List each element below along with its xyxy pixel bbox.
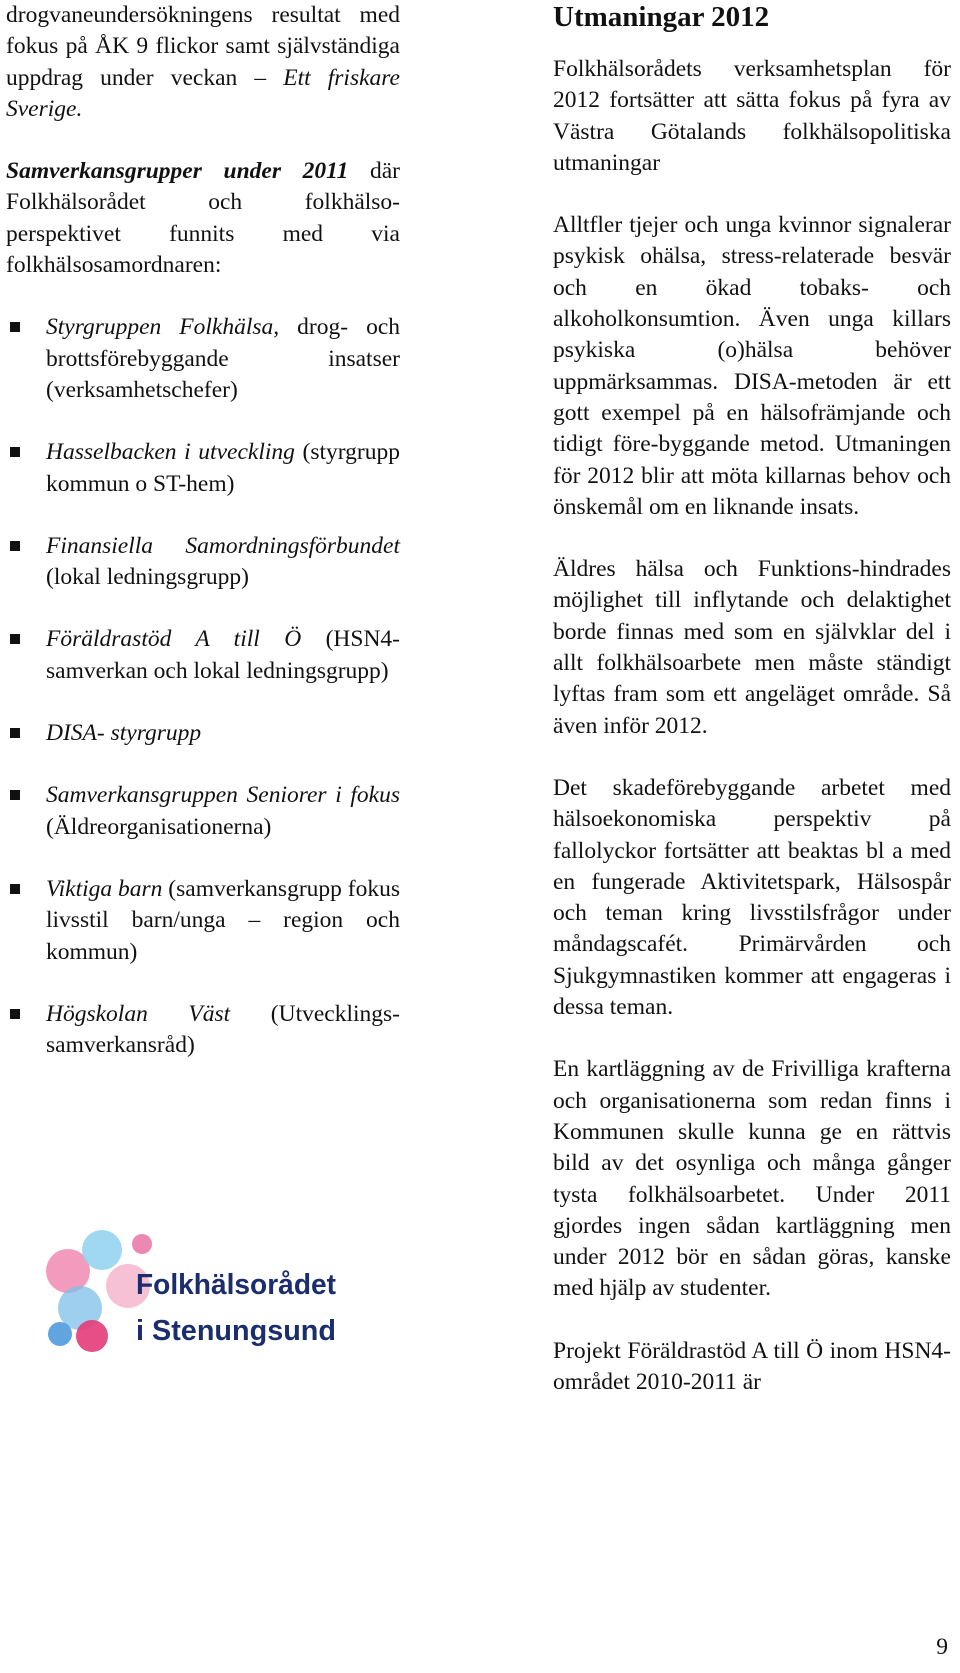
item-name: Högskolan Väst bbox=[46, 1000, 231, 1027]
item-desc: (samverkansgrupp fokus livsstil barn/unga – region och kommun) bbox=[46, 875, 401, 965]
list-item bbox=[6, 531, 400, 594]
item-name: Föräldrastöd A till Ö bbox=[46, 626, 302, 653]
list-item bbox=[6, 780, 400, 843]
item-name: Samverkansgruppen Seniorer i fokus bbox=[46, 782, 400, 809]
item-name: Styrgruppen Folkhälsa, bbox=[46, 314, 280, 341]
list-item bbox=[6, 312, 400, 406]
bullet-icon bbox=[10, 322, 20, 332]
groups-list bbox=[6, 312, 400, 1061]
list-item bbox=[6, 874, 400, 968]
item-desc: (Äldreorganisationerna) bbox=[46, 813, 272, 840]
list-item bbox=[6, 718, 400, 749]
item-desc: drog- och brottsförebyggande insatser (verksamhetschefer) bbox=[46, 314, 400, 403]
list-item bbox=[6, 999, 400, 1062]
right-column bbox=[553, 0, 951, 1398]
item-desc: (styrgrupp kommun o ST-hem) bbox=[46, 439, 400, 497]
intro-paragraph bbox=[6, 0, 400, 125]
item-desc: (lokal ledningsgrupp) bbox=[46, 564, 249, 591]
bullet-icon bbox=[10, 447, 20, 457]
bullet-icon bbox=[10, 790, 20, 800]
groups-text: där Folkhälsorådet och folkhälso-perspektivet funnits med via folkhälsosamordnaren: bbox=[6, 158, 401, 279]
list-item bbox=[6, 437, 400, 500]
item-desc: (HSN4-samverkan och lokal ledningsgrupp) bbox=[46, 626, 400, 684]
bullet-icon bbox=[10, 634, 20, 644]
left-column bbox=[6, 0, 400, 1092]
paragraph-injury-prevention: Det skadeförebyggande arbetet med hälsoekonomiska perspektiv på fallolyckor fortsätter att beaktas bl a med en fungerade Aktivitetspark, Hälsospår och teman kring livsstilsfrågor under måndagscafét. Primärvården och Sjukgymnastiken kommer att engageras i dessa teman. bbox=[553, 774, 951, 1021]
bullet-icon bbox=[10, 728, 20, 738]
list-item bbox=[6, 624, 400, 687]
item-desc: (Utvecklings- samverkansråd) bbox=[46, 1000, 401, 1059]
paragraph-youth: Alltfler tjejer och unga kvinnor signalerar psykisk ohälsa, stress-relaterade besvär och en ökad tobaks- och alkoholkonsumtion. Även unga killars psykiska (o)hälsa behöver uppmärksammas. DISA-metoden är ett gott exempel på en hälsofrämjande och tidigt före-byggande metod. Utmaningen för 2012 blir att möta killarnas behov och önskemål om en liknande insats. bbox=[553, 212, 951, 520]
paragraph-volunteers: En kartläggning av de Frivilliga krafterna och organisationerna som redan finns i Kommunen skulle kunna ge en rättvis bild av det osynliga och många gånger tysta folkhälsoarbetet. Under 2011 gjordes ingen sådan kartläggning men under 2012 bör en sådan göras, kanske med hjälp av studenter. bbox=[553, 1056, 951, 1302]
intro-italic: Ett friskare Sverige. bbox=[6, 64, 400, 122]
item-name: DISA- styrgrupp bbox=[46, 720, 202, 747]
bullet-icon bbox=[10, 884, 20, 894]
item-name: Viktiga barn bbox=[46, 875, 163, 902]
paragraph-intro: Folkhälsorådets verksamhetsplan för 2012 fortsätter att sätta fokus på fyra av Västra Götalands folkhälsopolitiska utmaningar bbox=[553, 56, 951, 176]
bullet-icon bbox=[10, 1009, 20, 1019]
groups-paragraph bbox=[6, 156, 400, 281]
logo-line2: i Stenungsund bbox=[136, 1315, 336, 1347]
section-heading: Utmaningar 2012 bbox=[553, 1, 770, 33]
logo-line1: Folkhälsorådet bbox=[136, 1269, 337, 1301]
page-number: 9 bbox=[936, 1634, 948, 1660]
paragraph-elderly: Äldres hälsa och Funktions-hindrades möjlighet till inflytande och delaktighet borde finnas med som en självklar del i allt folkhälsoarbete men måste ständigt lyftas fram som ett angeläget område. Så även inför 2012. bbox=[553, 556, 951, 739]
bullet-icon bbox=[10, 541, 20, 551]
item-name: Hasselbacken i utveckling bbox=[46, 439, 295, 466]
folkhalsoradet-logo bbox=[40, 1216, 340, 1386]
groups-heading: Samverkansgrupper under 2011 bbox=[6, 158, 349, 185]
item-name: Finansiella Samordningsförbundet bbox=[46, 532, 400, 559]
paragraph-project: Projekt Föräldrastöd A till Ö inom HSN4-området 2010-2011 är bbox=[553, 1337, 951, 1395]
intro-text: drogvaneundersökningens resultat med fokus på ÅK 9 flickor samt självständiga uppdrag under veckan – bbox=[6, 2, 400, 91]
